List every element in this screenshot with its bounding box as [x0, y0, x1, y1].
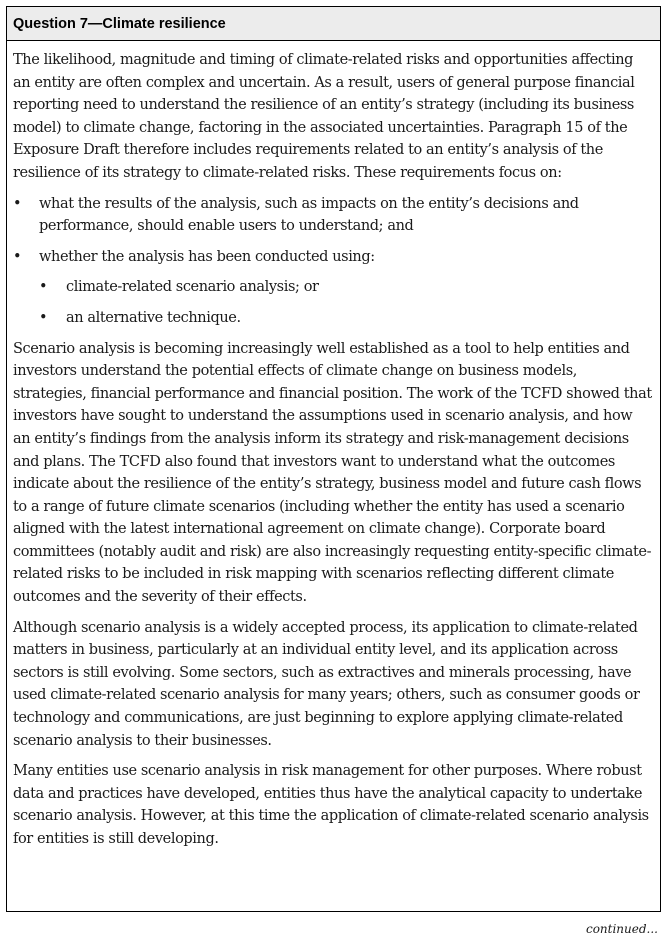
list-item [39, 307, 652, 330]
paragraph-risk-management: Many entities use scenario analysis in risk management for other purposes. Where robust data and practices have developed, entities thus have the analytical capacity to undertake scenario analysis. However, at this time the application of climate-related scenario analysis for entities is still developing. [13, 763, 649, 847]
bullet-text: what the results of the analysis, such as impacts on the entity’s decisions and performance, should enable users to understand; and [39, 195, 579, 235]
question-title: Question 7—Climate resilience [13, 15, 226, 32]
list-item [13, 193, 652, 238]
question-header [7, 7, 660, 41]
sub-bullet-text: climate-related scenario analysis; or [66, 279, 319, 296]
sub-bullet-text: an alternative technique. [66, 309, 241, 326]
paragraph-scenario-analysis: Scenario analysis is becoming increasingly well established as a tool to help entities and investors understand the potential effects of climate change on business models, strategies, financial performance and financial position. The work of the TCFD showed that investors have sought to understand the assumptions used in scenario analysis, and how an entity’s findings from the analysis inform its strategy and risk-management decisions and plans. The TCFD also found that investors want to understand what the outcomes indicate about the resilience of the entity’s strategy, business model and future cash flows to a range of future climate scenarios (including whether the entity has used a scenario aligned with the latest international agreement on climate change). Corporate board committees (notably audit and risk) are also increasingly requesting entity-specific climate-related risks to be included in risk mapping with scenarios reflecting different climate outcomes and the severity of their effects. [13, 340, 652, 606]
requirements-list [13, 193, 652, 330]
list-item [39, 276, 652, 299]
question-body [7, 41, 660, 851]
analysis-method-list [39, 276, 652, 329]
list-item [13, 246, 652, 330]
continued-label: continued... [585, 922, 658, 936]
paragraph-application: Although scenario analysis is a widely accepted process, its application to climate-related matters in business, particularly at an individual entity level, and its application across sectors is still evolving. Some sectors, such as extractives and minerals processing, have used climate-related scenario analysis for many years; others, such as consumer goods or technology and communications, are just beginning to explore applying climate-related scenario analysis to their businesses. [13, 619, 640, 749]
bullet-text: whether the analysis has been conducted using: [39, 248, 375, 265]
question-box [6, 6, 661, 912]
paragraph-intro: The likelihood, magnitude and timing of climate-related risks and opportunities affecting an entity are often complex and uncertain. As a result, users of general purpose financial reporting need to understand the resilience of an entity’s strategy (including its business model) to climate change, factoring in the associated uncertainties. Paragraph 15 of the Exposure Draft therefore includes requirements related to an entity’s analysis of the resilience of its strategy to climate-related risks. These requirements focus on: [13, 52, 635, 181]
